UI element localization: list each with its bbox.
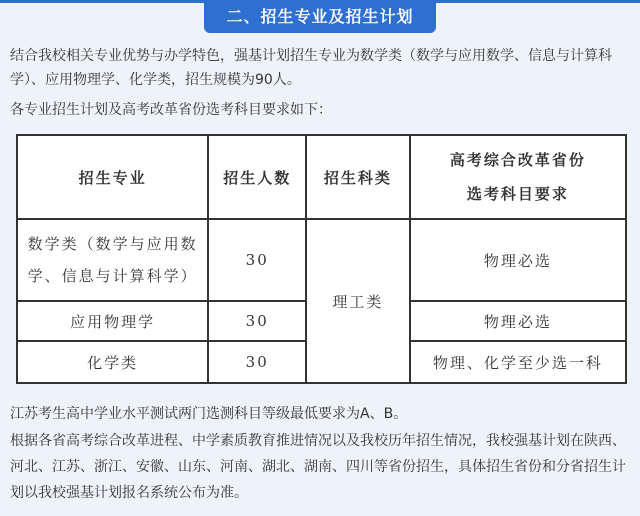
cell-major: 应用物理学 [17, 301, 208, 341]
table-intro-paragraph: 各专业招生计划及高考改革省份选考科目要求如下： [10, 102, 332, 118]
table-row [17, 219, 626, 301]
section-header [0, 0, 640, 36]
cell-requirement: 物理必选 [410, 301, 626, 341]
cell-count: 30 [208, 301, 306, 341]
cell-requirement: 物理、化学至少选一科 [410, 341, 626, 383]
cell-requirement: 物理必选 [410, 219, 626, 301]
cell-count: 30 [208, 341, 306, 383]
intro-paragraph: 结合我校相关专业优势与办学特色，强基计划招生专业为数学类（数学与应用数学、信息与计算科学）、应用物理学、化学类，招生规模为90人。 [10, 48, 612, 88]
cell-major-line1: 数学类（数学与应用数 [27, 235, 198, 253]
table-header-row [17, 135, 626, 219]
provinces-note: 根据各省高考综合改革进程、中学素质教育推进情况以及我校历年招生情况，我校强基计划在陕西、河北、江苏、浙江、安徽、山东、河南、湖北、湖南、四川等省份招生，具体招生省份和分省招生计划以我校强基计划报名系统公布为准。 [10, 433, 626, 501]
header-count: 招生人数 [208, 135, 306, 219]
enrollment-plan-table [16, 134, 627, 384]
cell-major [17, 219, 208, 301]
header-requirement-line2: 选考科目要求 [466, 185, 569, 203]
jiangsu-note: 江苏考生高中学业水平测试两门选测科目等级最低要求为A、B。 [10, 406, 408, 422]
cell-category: 理工类 [306, 219, 410, 383]
header-category: 招生科类 [306, 135, 410, 219]
header-requirement-line1: 高考综合改革省份 [449, 151, 586, 169]
cell-major: 化学类 [17, 341, 208, 383]
cell-count: 30 [208, 219, 306, 301]
section-title: 二、招生专业及招生计划 [204, 0, 436, 33]
header-requirement [410, 135, 626, 219]
cell-major-line2: 学、信息与计算科学） [27, 267, 198, 285]
header-major: 招生专业 [17, 135, 208, 219]
